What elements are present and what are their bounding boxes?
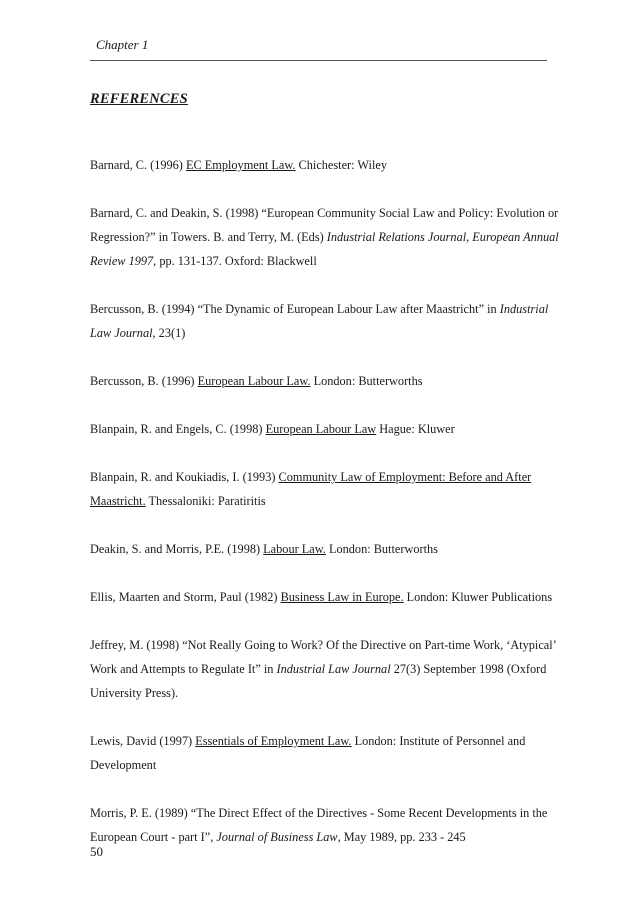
- reference-text: 27(3) September 1998 (Oxford University Press).: [90, 662, 547, 700]
- reference-book-title: European Labour Law: [265, 422, 377, 436]
- reference-text: London: Butterworths: [325, 542, 438, 556]
- page-number: 50: [90, 844, 103, 859]
- reference-text: Hague: Kluwer: [376, 422, 455, 436]
- reference-book-title: EC Employment Law.: [185, 158, 296, 172]
- reference-text: Thessaloniki: Paratiritis: [145, 494, 266, 508]
- reference-entry: [90, 201, 560, 273]
- reference-text: , pp. 131-137. Oxford: Blackwell: [153, 254, 317, 268]
- reference-entry: [90, 465, 560, 513]
- reference-text: London: Butterworths: [310, 374, 423, 388]
- header-rule: [90, 60, 547, 61]
- reference-text: , May 1989, pp. 233 - 245: [337, 830, 466, 844]
- reference-entry: [90, 297, 560, 345]
- reference-text: Deakin, S. and Morris, P.E. (1998): [90, 542, 264, 556]
- reference-entry: [90, 585, 560, 609]
- reference-text: Ellis, Maarten and Storm, Paul (1982): [90, 590, 281, 604]
- reference-text: Barnard, C. and Deakin, S. (1998) “European Community Social Law and Policy: Evolution or Regression?” in Towers. B. and Terry, M. (Eds): [90, 206, 559, 244]
- references-title: REFERENCES: [90, 91, 188, 107]
- reference-book-title: European Labour Law.: [197, 374, 311, 388]
- reference-text: London: Institute of Personnel and Development: [90, 734, 526, 772]
- reference-text: Blanpain, R. and Koukiadis, I. (1993): [90, 470, 279, 484]
- reference-text: Jeffrey, M. (1998) “Not Really Going to Work? Of the Directive on Part-time Work, ‘Atypical’ Work and Attempts to Regulate It” in: [90, 638, 556, 676]
- reference-journal-title: Industrial Law Journal: [90, 302, 549, 340]
- reference-entry: [90, 537, 560, 561]
- reference-book-title: Essentials of Employment Law.: [195, 734, 352, 748]
- reference-text: Barnard, C. (1996): [90, 158, 186, 172]
- reference-journal-title: Industrial Law Journal: [276, 662, 391, 676]
- reference-book-title: Community Law of Employment: Before and After Maastricht.: [90, 470, 532, 508]
- reference-entry: [90, 417, 560, 441]
- reference-entry: [90, 369, 560, 393]
- reference-text: Chichester: Wiley: [295, 158, 387, 172]
- reference-text: London: Kluwer Publications: [403, 590, 553, 604]
- reference-journal-title: Journal of Business Law: [216, 830, 338, 844]
- reference-text: Bercusson, B. (1996): [90, 374, 198, 388]
- reference-entry: [90, 633, 560, 705]
- chapter-header: Chapter 1: [96, 37, 149, 52]
- reference-book-title: Business Law in Europe.: [280, 590, 404, 604]
- reference-text: Lewis, David (1997): [90, 734, 196, 748]
- reference-journal-title: Industrial Relations Journal, European Annual Review 1997: [90, 230, 559, 268]
- reference-book-title: Labour Law.: [263, 542, 326, 556]
- reference-entry: [90, 729, 560, 777]
- reference-entry: [90, 801, 560, 849]
- reference-text: Bercusson, B. (1994) “The Dynamic of European Labour Law after Maastricht” in: [90, 302, 500, 316]
- reference-text: Morris, P. E. (1989) “The Direct Effect of the Directives - Some Recent Developments in the European Court - part I”,: [90, 806, 548, 844]
- reference-entry: [90, 153, 560, 177]
- references-list: [90, 153, 560, 873]
- reference-text: , 23(1): [152, 326, 186, 340]
- reference-text: Blanpain, R. and Engels, C. (1998): [90, 422, 266, 436]
